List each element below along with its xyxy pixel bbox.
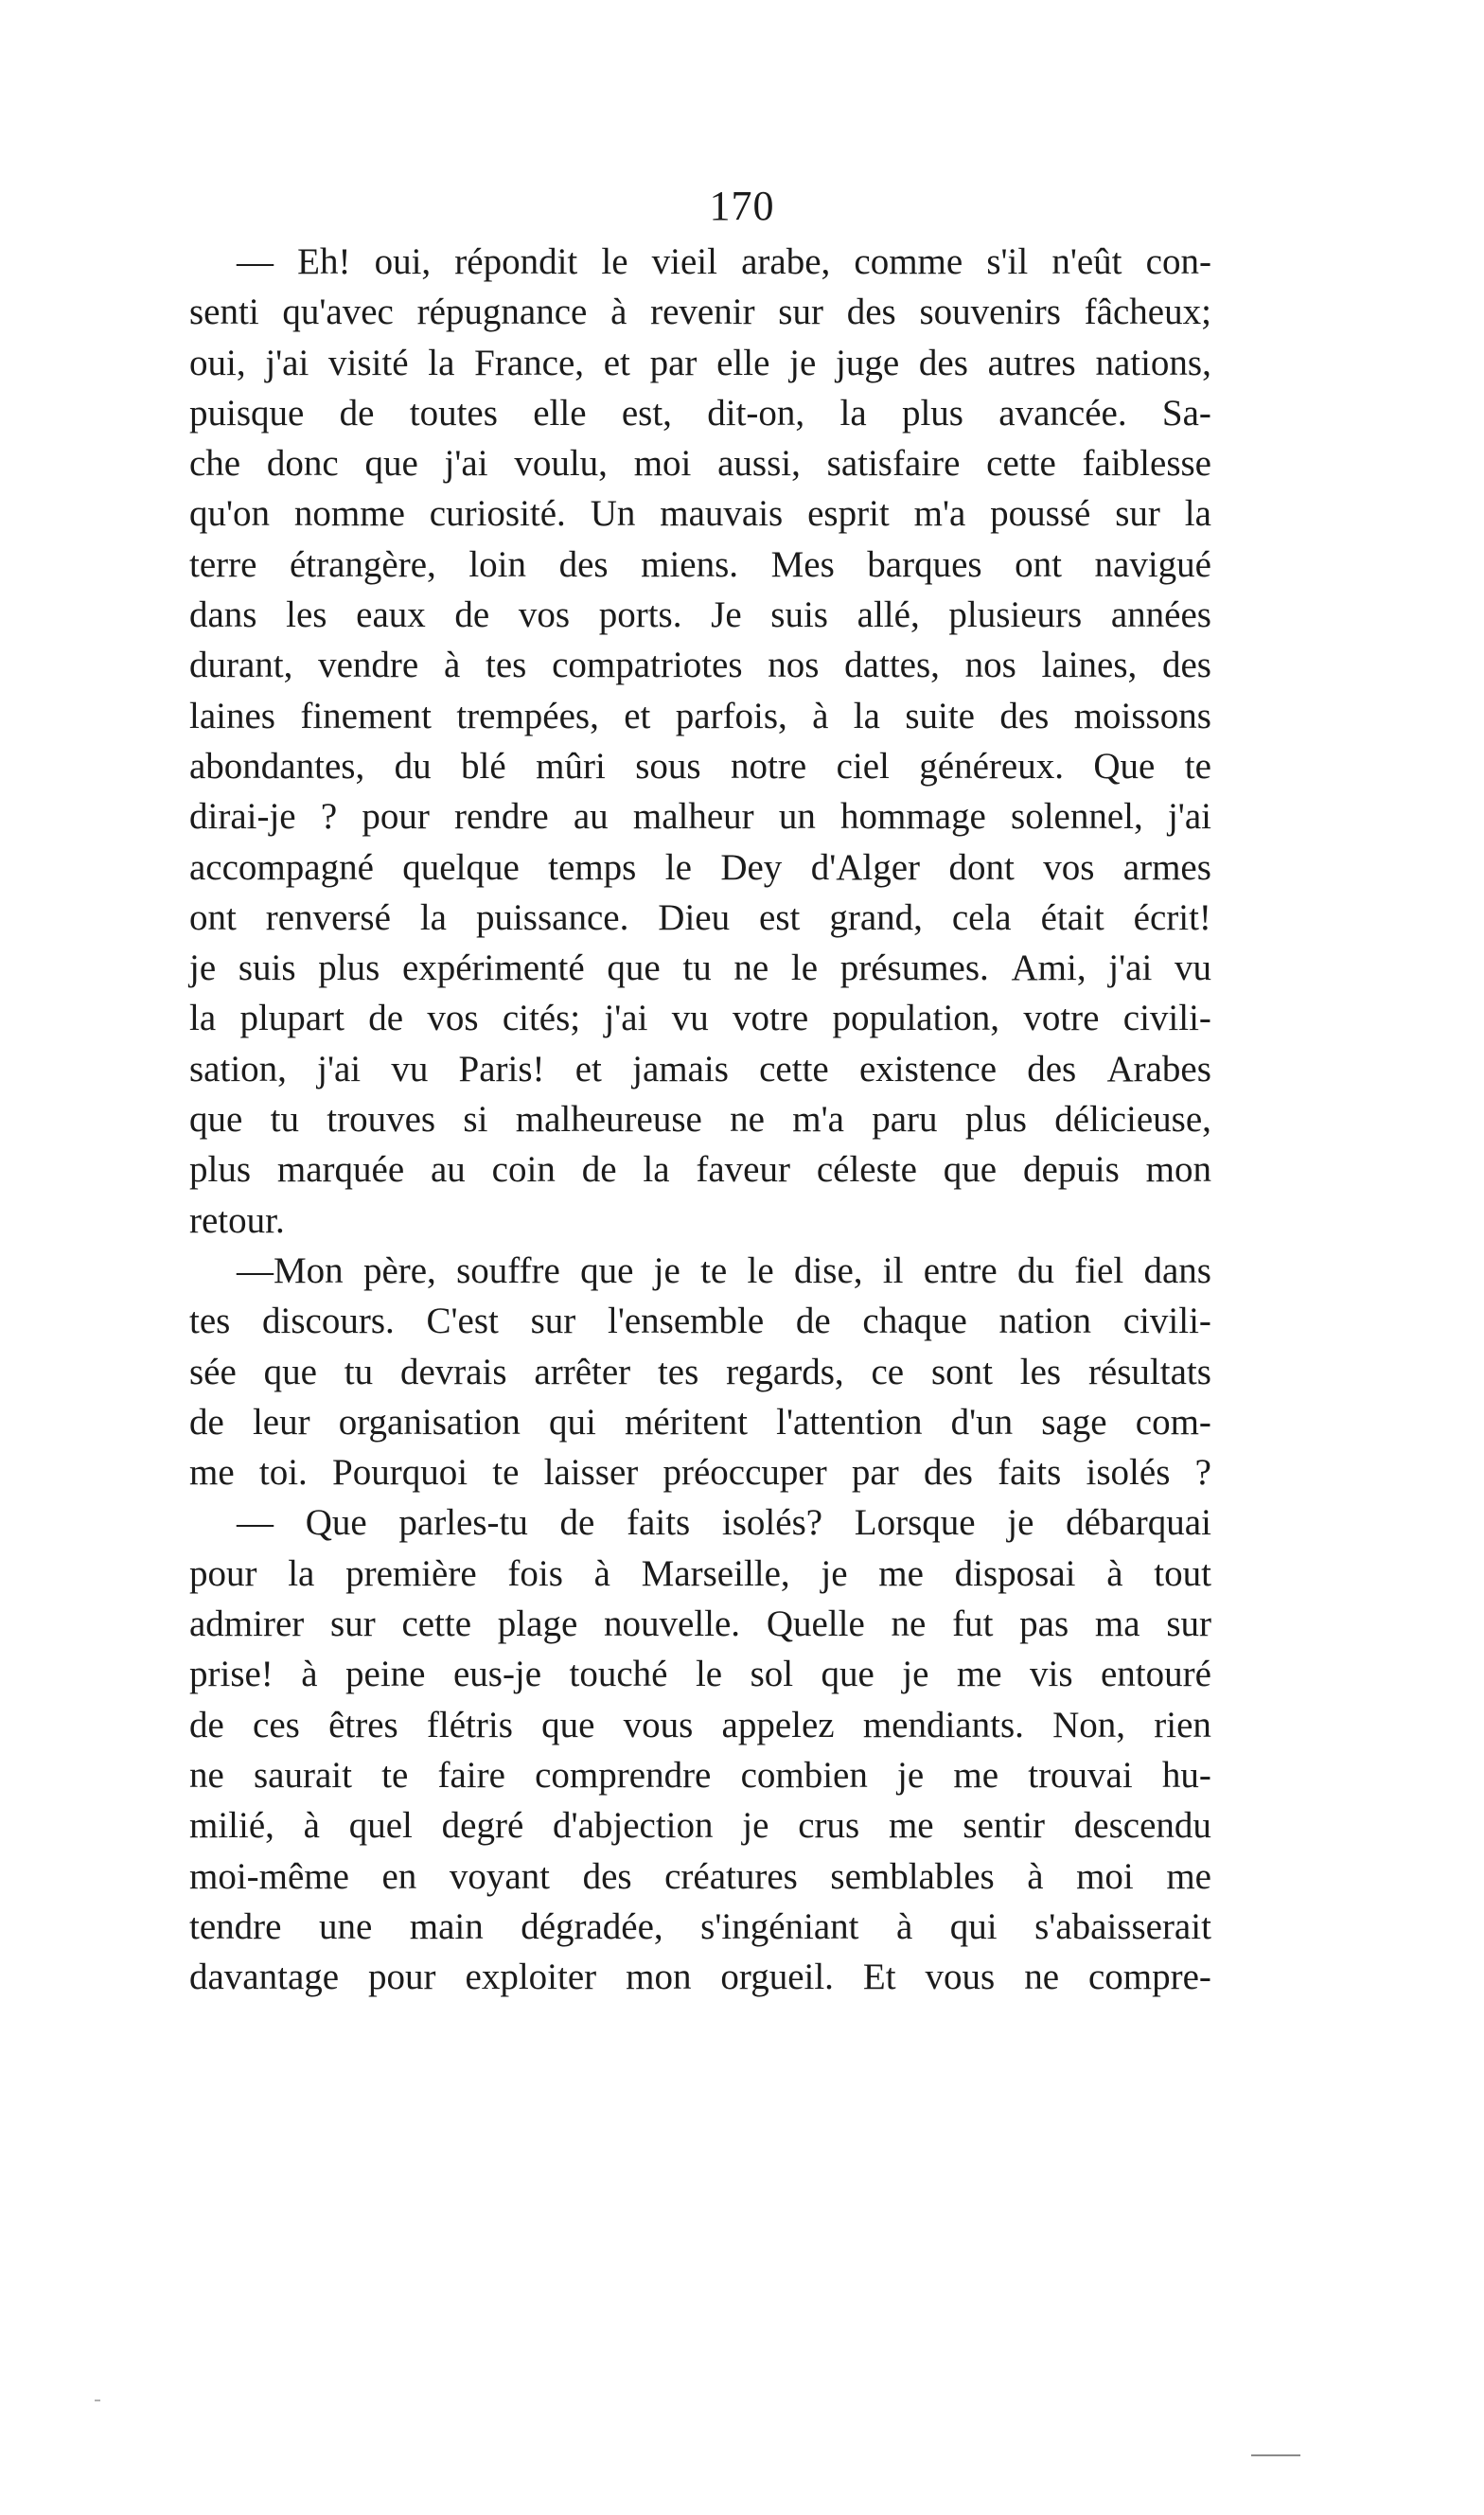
text-line: che donc que j'ai voulu, moi aussi, satisfaire cette faiblesse	[189, 443, 1211, 485]
text-line: sation, j'ai vu Paris! et jamais cette existence des Arabes	[189, 1048, 1211, 1089]
text-line: la plupart de vos cités; j'ai vu votre population, votre civili-	[189, 998, 1211, 1039]
text-line: moi-même en voyant des créatures semblables à moi me	[189, 1855, 1211, 1897]
text-line: dans les eaux de vos ports. Je suis allé, plusieurs années	[189, 594, 1211, 636]
text-line: laines finement trempées, et parfois, à la suite des moissons	[189, 695, 1211, 736]
text-line: retour.	[189, 1199, 285, 1241]
body-text	[189, 237, 1211, 2002]
text-line: — Eh! oui, répondit le vieil arabe, comme s'il n'eût con-	[237, 241, 1211, 282]
page-number: 170	[709, 183, 775, 229]
text-line: tendre une main dégradée, s'ingéniant à qui s'abaisserait	[189, 1905, 1211, 1947]
text-line: davantage pour exploiter mon orgueil. Et vous ne compre-	[189, 1957, 1211, 1998]
text-line: accompagné quelque temps le Dey d'Alger dont vos armes	[189, 846, 1211, 888]
text-line: prise! à peine eus-je touché le sol que je me vis entouré	[189, 1654, 1211, 1695]
footer-rule	[1251, 2454, 1300, 2456]
text-line: qu'on nomme curiosité. Un mauvais esprit m'a poussé sur la	[189, 493, 1211, 535]
text-line: ont renversé la puissance. Dieu est grand, cela était écrit!	[189, 896, 1211, 938]
scan-mark	[95, 2400, 100, 2401]
text-line: tes discours. C'est sur l'ensemble de chaque nation civili-	[189, 1301, 1211, 1342]
text-line: durant, vendre à tes compatriotes nos dattes, nos laines, des	[189, 645, 1211, 686]
text-line: puisque de toutes elle est, dit-on, la plus avancée. Sa-	[189, 392, 1211, 434]
text-line: admirer sur cette plage nouvelle. Quelle ne fut pas ma sur	[189, 1603, 1211, 1645]
text-line: ne saurait te faire comprendre combien je me trouvai hu-	[189, 1754, 1211, 1796]
text-line: de ces êtres flétris que vous appelez mendiants. Non, rien	[189, 1704, 1211, 1745]
text-line: abondantes, du blé mûri sous notre ciel généreux. Que te	[189, 745, 1211, 787]
text-line: terre étrangère, loin des miens. Mes barques ont navigué	[189, 543, 1211, 585]
text-line: —Mon père, souffre que je te le dise, il entre du fiel dans	[237, 1249, 1211, 1291]
text-line: sée que tu devrais arrêter tes regards, ce sont les résultats	[189, 1351, 1211, 1392]
text-line: — Que parles-tu de faits isolés? Lorsque je débarquai	[237, 1502, 1211, 1544]
text-line: plus marquée au coin de la faveur céleste que depuis mon	[189, 1149, 1211, 1191]
text-line: me toi. Pourquoi te laisser préoccuper par des faits isolés ?	[189, 1452, 1211, 1494]
text-line: oui, j'ai visité la France, et par elle je juge des autres nations,	[189, 342, 1211, 383]
text-line: milié, à quel degré d'abjection je crus me sentir descendu	[189, 1805, 1211, 1847]
text-line: que tu trouves si malheureuse ne m'a paru plus délicieuse,	[189, 1099, 1211, 1141]
text-line: de leur organisation qui méritent l'attention d'un sage com-	[189, 1401, 1211, 1443]
text-line: dirai-je ? pour rendre au malheur un hommage solennel, j'ai	[189, 796, 1211, 838]
text-line: senti qu'avec répugnance à revenir sur des souvenirs fâcheux;	[189, 292, 1211, 333]
text-line: pour la première fois à Marseille, je me disposai à tout	[189, 1552, 1211, 1594]
text-line: je suis plus expérimenté que tu ne le présumes. Ami, j'ai vu	[189, 948, 1211, 989]
